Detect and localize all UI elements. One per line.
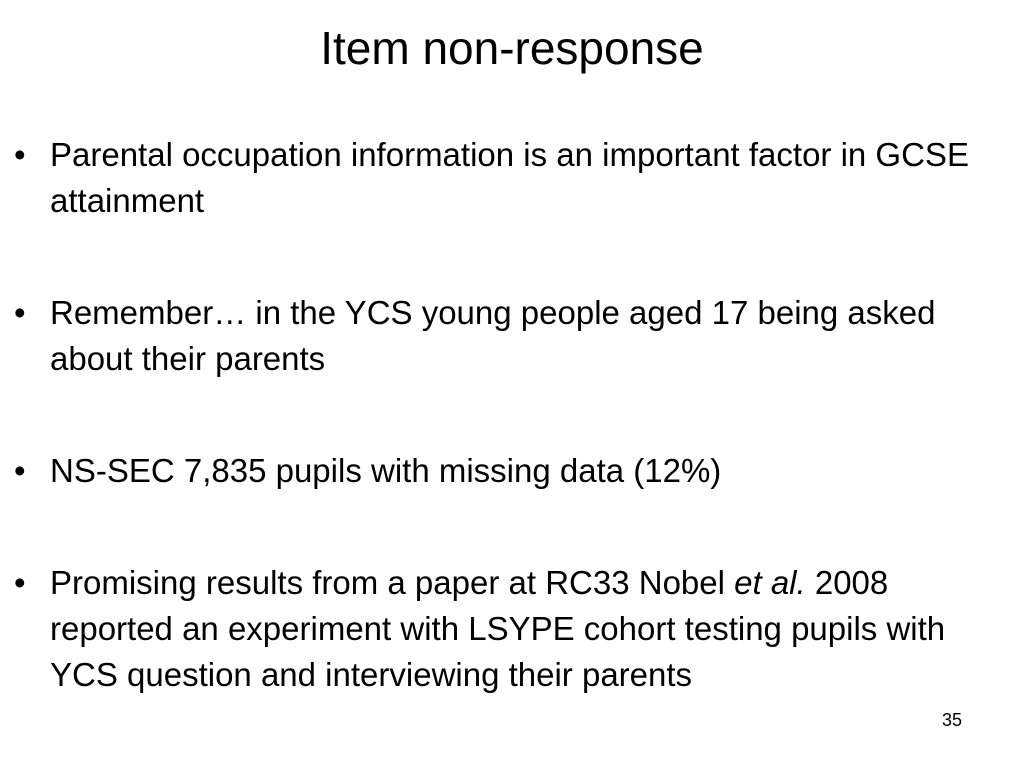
- bullet-marker: •: [14, 294, 26, 331]
- bullet-text: Remember… in the YCS young people aged 17 being asked about their parents: [50, 294, 936, 377]
- bullet-marker: •: [14, 136, 26, 173]
- bullet-item: [14, 560, 1014, 698]
- slide-number: 35: [941, 710, 962, 730]
- slide-title: Item non-response: [320, 22, 704, 74]
- bullet-marker: •: [14, 564, 26, 601]
- bullet-text: Parental occupation information is an important factor in GCSE attainment: [50, 136, 969, 219]
- bullet-text-part: 2008 reported an experiment with LSYPE cohort testing pupils with YCS question and interviewing their parents: [50, 564, 946, 693]
- bullet-list: [14, 132, 1014, 764]
- bullet-item: [14, 132, 1014, 224]
- bullet-text: NS-SEC 7,835 pupils with missing data (12%): [50, 452, 722, 489]
- bullet-marker: •: [14, 452, 26, 489]
- bullet-item: [14, 448, 1014, 494]
- bullet-text: [50, 564, 945, 693]
- bullet-text-part: Promising results from a paper at RC33 Nobel: [50, 564, 735, 601]
- bullet-item: [14, 290, 1014, 382]
- bullet-text-italic: et al.: [734, 564, 806, 601]
